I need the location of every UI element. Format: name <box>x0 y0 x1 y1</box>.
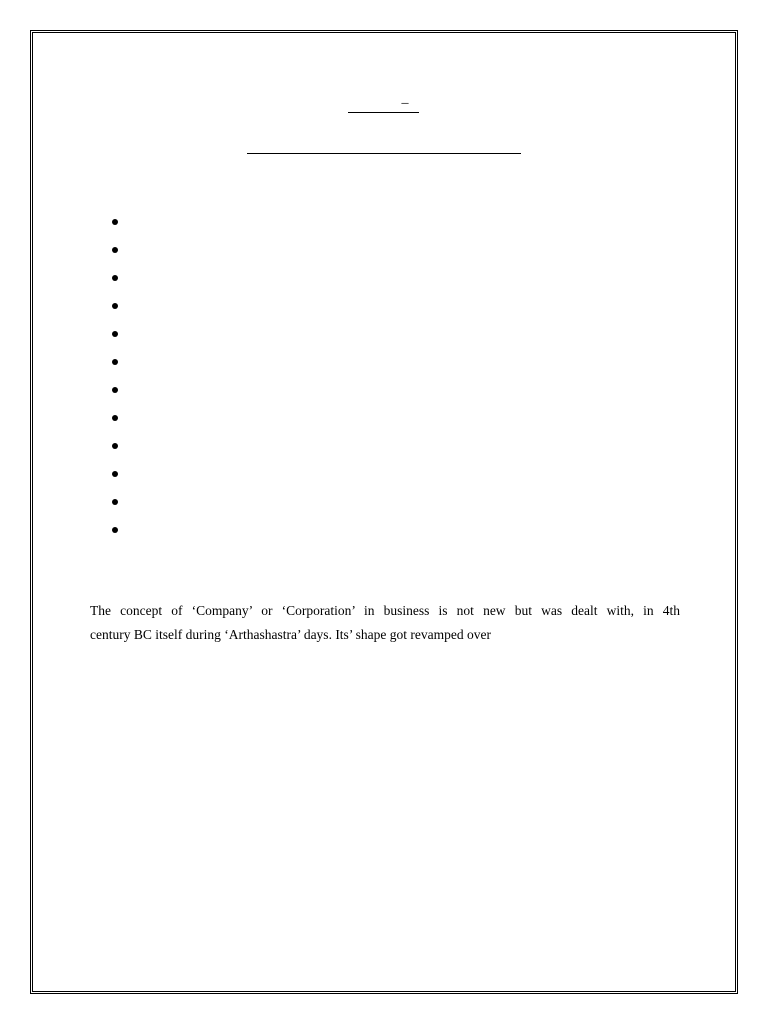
body-line-1: The concept of ‘Company’ or ‘Corporation’ in business is not new but was dealt with, in 4th <box>90 603 680 618</box>
bullet-dot-icon <box>112 527 118 533</box>
page-border-inner <box>32 32 736 992</box>
bullet-dot-icon <box>112 415 118 421</box>
title-underline <box>348 112 419 113</box>
bullet-dot-icon <box>112 303 118 309</box>
bullet-dot-icon <box>112 471 118 477</box>
bullet-dot-icon <box>112 443 118 449</box>
body-line-2: century BC itself during ‘Arthashastra’ days. Its’ shape got revamped over <box>90 627 492 642</box>
body-paragraph <box>90 599 680 647</box>
bullet-dot-icon <box>112 219 118 225</box>
bullet-dot-icon <box>112 387 118 393</box>
subtitle-underline <box>247 153 521 154</box>
bullet-dot-icon <box>112 331 118 337</box>
title-mark: _ <box>401 91 409 106</box>
bullet-dot-icon <box>112 499 118 505</box>
bullet-dot-icon <box>112 247 118 253</box>
bullet-dot-icon <box>112 359 118 365</box>
bullet-dot-icon <box>112 275 118 281</box>
